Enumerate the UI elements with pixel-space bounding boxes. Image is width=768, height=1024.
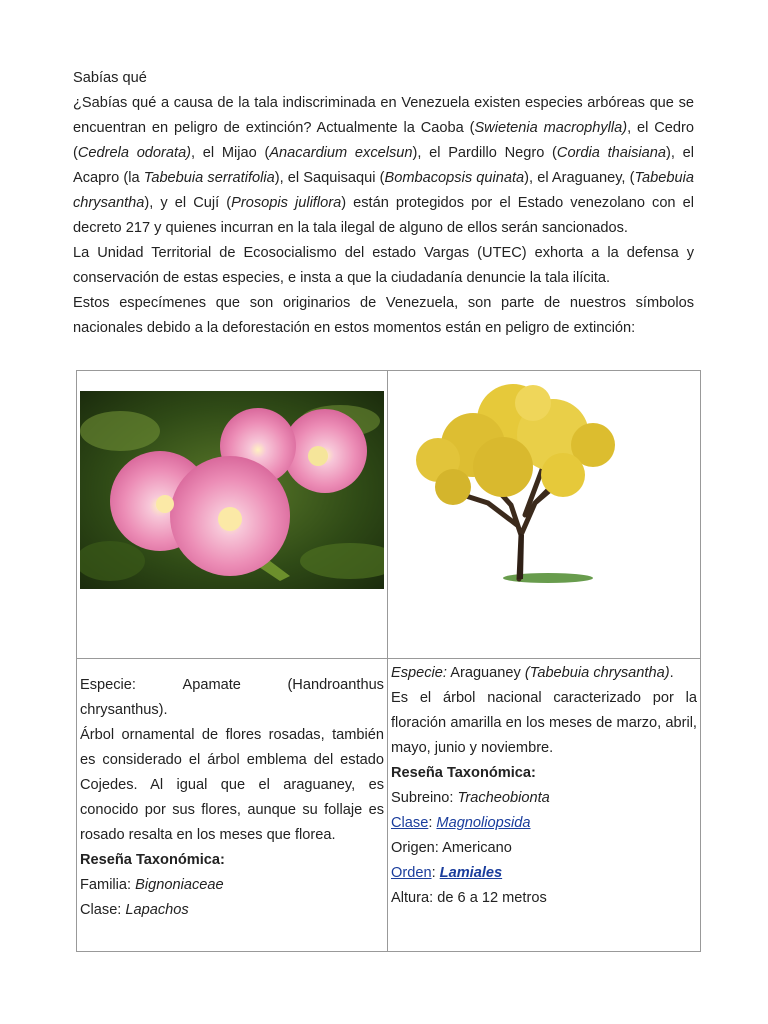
magnoliopsida-link[interactable]: Magnoliopsida [436,815,531,831]
araguaney-orden: Orden: Lamiales [391,865,503,881]
araguaney-tree-image [393,375,633,587]
orden-link[interactable]: Orden [391,865,432,881]
intro-paragraph-3: Estos especímenes que son originarios de Venezuela, son parte de nuestros símbolos nacionales debido a la deforestación en estos momentos están en peligro de extinción: [73,295,694,336]
intro-paragraph-2: La Unidad Territorial de Ecosocialismo del estado Vargas (UTEC) exhorta a la defensa y conservación de estas especies, e insta a que la ciudadanía denuncie la tala ilícita. [73,245,694,286]
clase-link[interactable]: Clase [391,815,429,831]
apamate-image-cell [77,371,388,659]
araguaney-altura: Altura: de 6 a 12 metros [391,890,547,906]
araguaney-clase: Clase: Magnoliopsida [391,815,531,831]
apamate-taxonomy-heading: Reseña Taxonómica: [80,852,225,868]
araguaney-taxonomy-heading: Reseña Taxonómica: [391,765,536,781]
araguaney-origen: Origen: Americano [391,840,512,856]
document-title: Sabías qué [73,70,147,86]
document-body [73,66,694,341]
apamate-flower-image [80,391,384,589]
araguaney-species-line: Especie: Araguaney (Tabebuia chrysantha). [391,665,674,681]
apamate-class: Clase: Lapachos [80,902,189,918]
apamate-info-cell [77,659,388,952]
apamate-family: Familia: Bignoniaceae [80,877,224,893]
lamiales-link[interactable]: Lamiales [439,865,503,881]
apamate-species-line: Especie: Apamate (Handroanthus [80,677,384,693]
intro-paragraph-1: ¿Sabías qué a causa de la tala indiscriminada en Venezuela existen especies arbóreas que se encuentran en peligro de extinción? Actualmente la Caoba (Swietenia macrophylla), el Cedro (Cedrela odorata), el Mijao (Anacardium excelsun), el Pardillo Negro (Cordia thaisiana), el Acapro (la Tabebuia serratifolia), el Saquisaqui (Bombacopsis quinata), el Araguaney, (Tabebuia chrysantha), y el Cují (Prosopis juliflora) están protegidos por el Estado venezolano con el decreto 217 y quienes incurran en la tala ilegal de alguno de ellos serán sancionados. [73,95,695,236]
araguaney-subreino: Subreino: Tracheobionta [391,790,550,806]
species-table [76,370,701,952]
araguaney-image-cell [388,371,701,659]
apamate-species-sci-end: chrysanthus). [80,702,168,718]
apamate-description: Árbol ornamental de flores rosadas, también es considerado el árbol emblema del estado Cojedes. Al igual que el araguaney, es conocido por sus flores, aunque su follaje es rosado resalta en los meses que florea. [80,727,384,843]
araguaney-description: Es el árbol nacional caracterizado por la floración amarilla en los meses de marzo, abril, mayo, junio y noviembre. [391,690,697,756]
araguaney-info-cell [388,659,701,952]
